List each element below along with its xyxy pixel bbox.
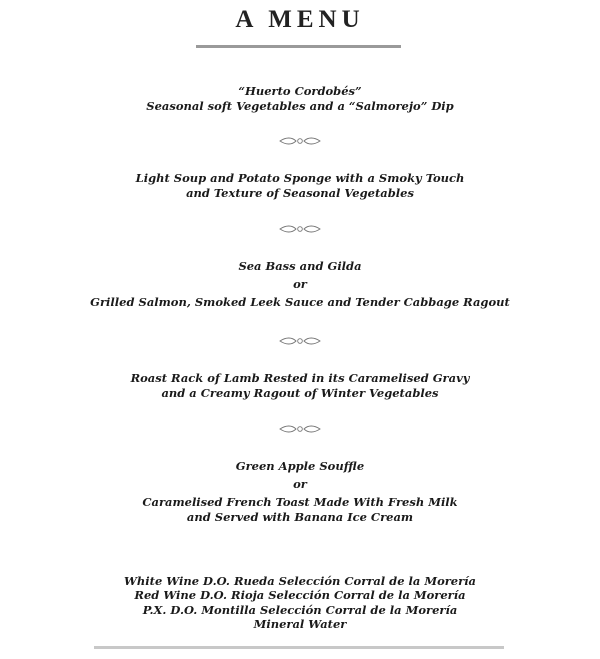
course-5-or: or [293, 477, 307, 491]
drink-white-wine: White Wine D.O. Rueda Selección Corral de la Morería [123, 574, 476, 588]
drink-water: Mineral Water [253, 616, 347, 631]
menu-title: A MENU [235, 6, 365, 33]
course-3-or: or [293, 277, 307, 291]
course-5-option-b-line-2: and Served with Banana Ice Cream [186, 510, 414, 524]
course-2 [0, 171, 600, 201]
drink-px: P.X. D.O. Montilla Selección Corral de la Morería [142, 602, 458, 617]
course-5-option-a: Green Apple Souffle [235, 459, 365, 473]
course-2-line-1: Light Soup and Potato Sponge with a Smoky Touch [135, 171, 465, 185]
course-2-line-2: and Texture of Seasonal Vegetables [186, 186, 414, 200]
drink-red-wine: Red Wine D.O. Rioja Selección Corral de la Morería [134, 588, 466, 603]
title-underline [196, 45, 401, 48]
course-4-line-1: Roast Rack of Lamb Rested in its Caramelised Gravy [130, 371, 470, 385]
course-3-option-a: Sea Bass and Gilda [238, 259, 362, 273]
course-4-line-2: and a Creamy Ragout of Winter Vegetables [161, 386, 439, 400]
bottom-divider [94, 646, 504, 649]
course-3-option-b: Grilled Salmon, Smoked Leek Sauce and Tender Cabbage Ragout [90, 295, 510, 309]
course-5 [0, 459, 600, 525]
flourish-divider-icon [278, 336, 322, 346]
course-4 [0, 371, 600, 401]
flourish-divider-icon [278, 424, 322, 434]
flourish-divider-icon [278, 136, 322, 146]
course-1-line-2: Seasonal soft Vegetables and a “Salmorejo” Dip [146, 99, 454, 113]
course-5-option-b-line-1: Caramelised French Toast Made With Fresh Milk [142, 495, 458, 509]
course-1-line-1: “Huerto Cordobés” [238, 84, 362, 98]
drinks-list [0, 574, 600, 631]
flourish-divider-icon [278, 224, 322, 234]
course-1 [0, 84, 600, 114]
course-3 [0, 259, 600, 310]
